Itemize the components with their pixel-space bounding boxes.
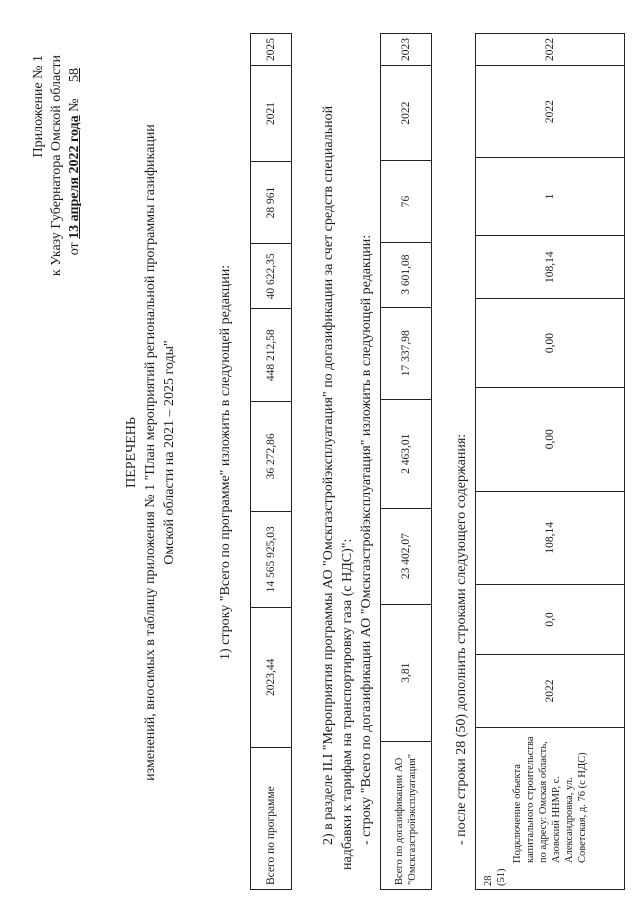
item2-line1: 2) в разделе II.I "Мероприятия программы АО "Омскгазстройэксплуатация" по догазификации за счет средств специальной	[321, 105, 336, 845]
table-row	[251, 34, 292, 890]
title-heading: ПЕРЕЧЕНЬ	[124, 417, 139, 488]
item1-table	[250, 33, 292, 890]
number-label: №	[67, 98, 82, 112]
table-cell: 2023,44	[251, 608, 292, 747]
row-label: Всего по программе	[251, 747, 292, 889]
table-cell: 28 961	[251, 161, 292, 243]
table-cell: 3,81	[381, 604, 432, 741]
table-cell: 2022	[476, 34, 625, 66]
table-cell: 76	[381, 161, 432, 242]
table-cell: 2022	[381, 66, 432, 161]
table-cell: 1	[476, 158, 625, 236]
title-line1: изменений, вносимых в таблицу приложения № 1 "План мероприятий региональной программы газификации	[143, 124, 158, 781]
row-number: 28 (51)	[483, 868, 507, 886]
item2-line3: - строку "Всего по догазификации АО "Омскгазстройэксплуатация" изложить в следующей редакции:	[359, 234, 374, 845]
item1-text: 1) строку "Всего по программе" изложить в следующей редакции:	[218, 264, 233, 660]
table-cell: 0,00	[476, 299, 625, 387]
table-cell: 2021	[251, 66, 292, 162]
row-description: Подключение объекта капитального строительства по адресу: Омская область, Азовский ННМР, с. Александровка, ул. Советская, д. 76 (с НДС)	[512, 736, 588, 863]
table-cell: 40 622,35	[251, 244, 292, 309]
table-cell: 14 565 925,03	[251, 511, 292, 607]
item3-table	[475, 33, 625, 890]
item2-line2: надбавки к тарифам на транспортировку газа (с НДС)":	[340, 538, 355, 870]
title-line2: Омской области на 2021 – 2025 годы"	[162, 340, 177, 565]
table-cell: 36 272,86	[251, 402, 292, 511]
from-label: от	[67, 242, 82, 256]
appendix-date-line	[66, 55, 83, 355]
table-cell: 2022	[476, 66, 625, 158]
table-row	[381, 34, 432, 890]
table-cell: 2023	[381, 34, 432, 66]
table-cell: 448 212,58	[251, 309, 292, 402]
appendix-number: 58	[67, 68, 82, 82]
table-cell: 0,0	[476, 584, 625, 654]
table-cell: 0,00	[476, 387, 625, 491]
item3-text: - после строки 28 (50) дополнить строками следующего содержания:	[454, 433, 469, 845]
item2-table	[380, 33, 432, 890]
table-cell: 2 463,01	[381, 399, 432, 508]
table-cell: 3 601,08	[381, 242, 432, 307]
appendix-line1: Приложение № 1	[31, 55, 46, 158]
row-label: Всего по догазификации АО "Омскгазстройэксплуатация"	[381, 741, 432, 889]
table-row	[476, 34, 625, 890]
table-cell: 17 337,98	[381, 307, 432, 399]
table-cell: 108,14	[476, 491, 625, 584]
table-cell: 23 402,07	[381, 508, 432, 604]
appendix-date: 13 апреля 2022 года	[67, 115, 82, 239]
table-cell: 2022	[476, 655, 625, 728]
appendix-line2: к Указу Губернатора Омской области	[49, 55, 64, 277]
row-description-cell	[476, 727, 625, 889]
table-cell: 108,14	[476, 235, 625, 299]
table-cell: 2025	[251, 34, 292, 66]
